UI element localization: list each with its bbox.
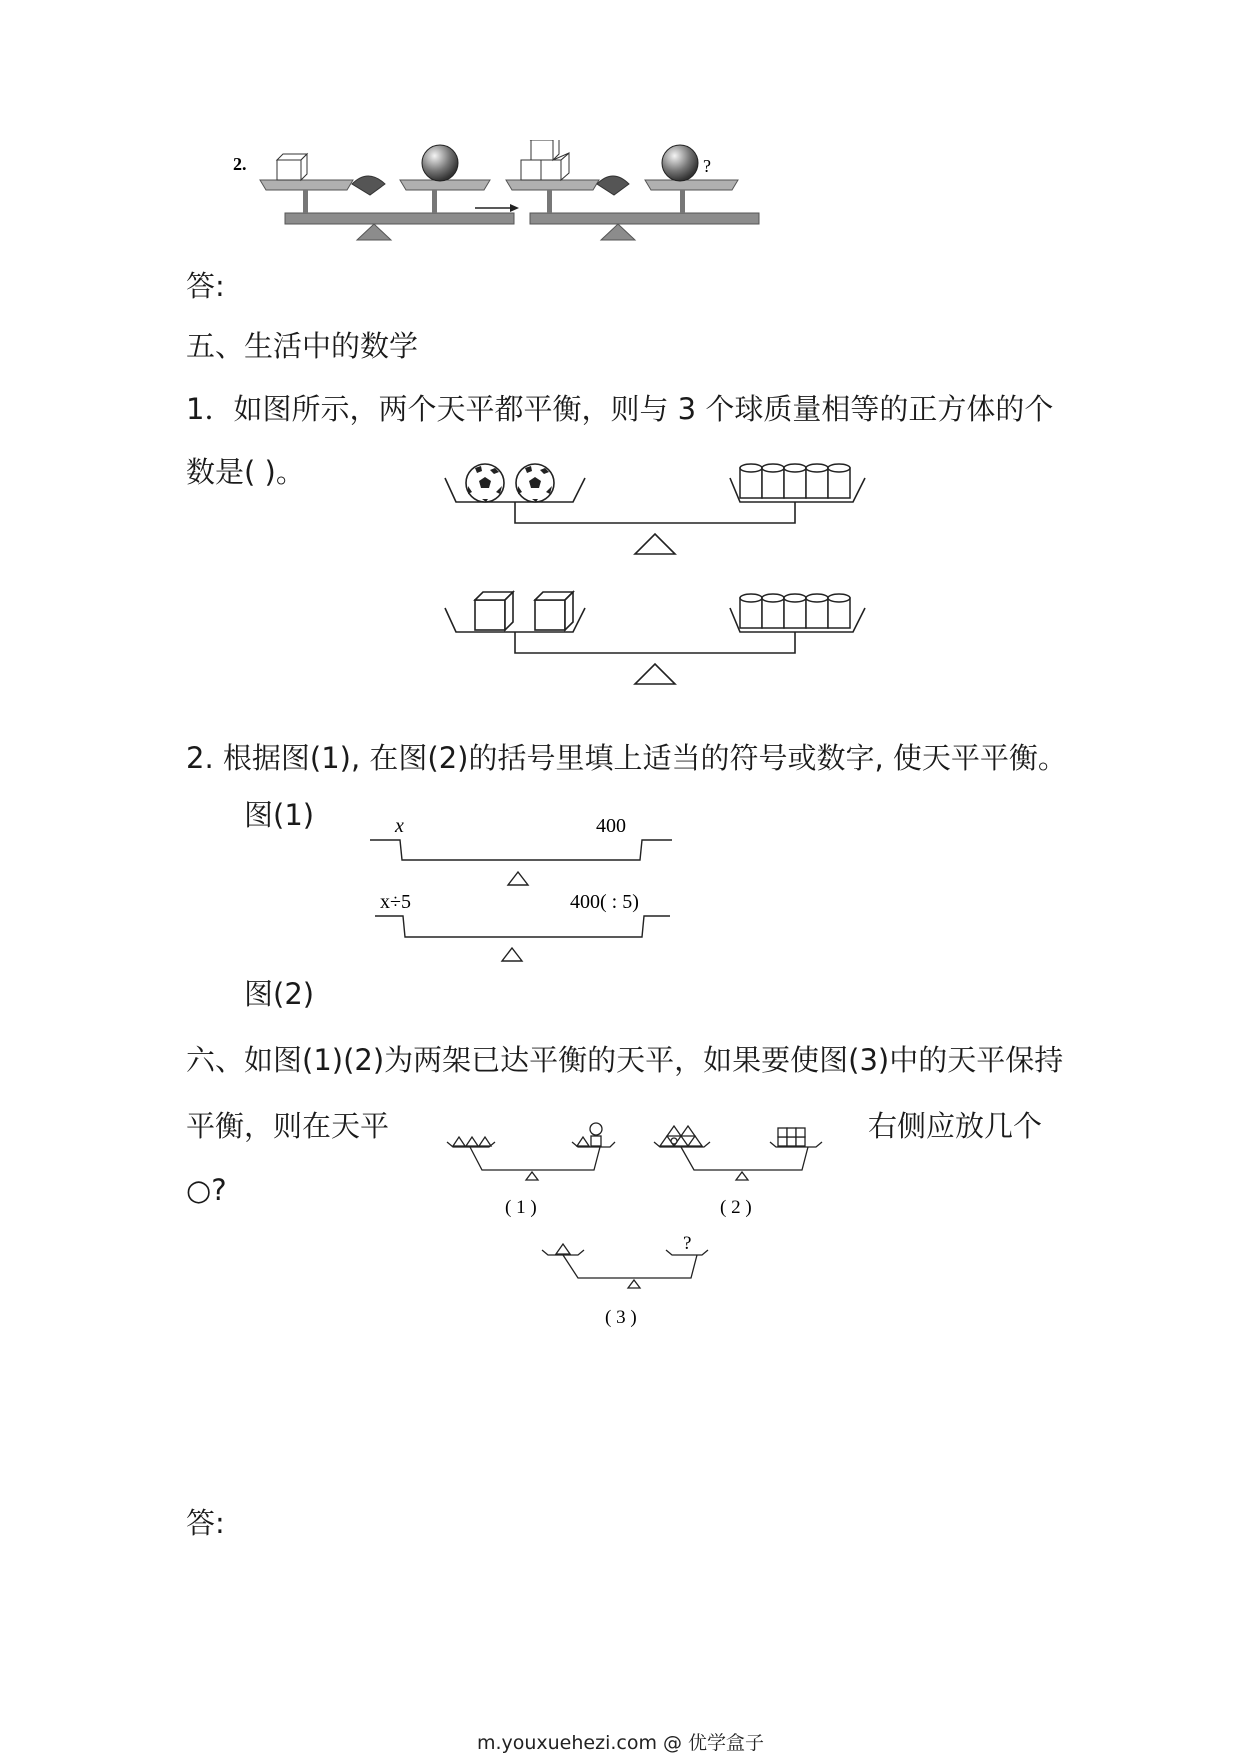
soccer-ball-icon [466,464,504,502]
fig2-left-label: x÷5 [380,891,411,913]
cube-icon [535,592,573,630]
balance-cubes [445,592,865,684]
question-text: 1．如图所示，两个天平都平衡，则与 3 个球质量相等的正方体的个 [186,392,1054,426]
cylinders-icon [740,594,850,628]
question-text: 2. 根据图(1), 在图(2)的括号里填上适当的符号或数字, 使天平平衡。 [186,741,1067,775]
triangle-icon [453,1137,465,1146]
balance-label: ( 3 ) [605,1307,637,1328]
question-mark: ? [703,156,711,176]
pointer-icon [597,176,629,195]
cube-icon [277,154,307,180]
three-cubes-icon [521,140,569,180]
square-icon [778,1137,787,1146]
triangle-icon [479,1137,491,1146]
problem-number: 2. [233,154,247,174]
footer-watermark: m.youxuehezi.com @ 优学盒子 [476,1732,765,1754]
circle-icon [590,1123,602,1135]
fig2-right-label: 400( : 5) [570,891,639,913]
equation-balance [370,815,680,975]
shapes-balances [445,1110,845,1340]
figure-label: 图(1) [244,798,315,832]
triangle-icon [681,1126,695,1136]
scale-figure-problem2 [225,140,845,260]
question-mark: ? [683,1233,692,1254]
circle-icon [671,1138,677,1144]
pointer-icon [352,176,385,195]
balance-left [260,145,514,240]
ball-icon [662,145,698,181]
balls-cylinders-balance [440,450,880,690]
soccer-ball-icon [516,464,554,502]
square-icon [591,1136,601,1146]
fig1-right-label: 400 [596,815,626,837]
section-title: 五、生活中的数学 [186,329,419,363]
answer-label: 答: [186,269,225,303]
question-text: 数是( )。 [186,455,305,489]
cube-icon [475,592,513,630]
answer-label: 答: [186,1506,225,1540]
balance-balls [445,464,865,554]
square-icon [787,1137,796,1146]
fig1-left-label: x [395,815,404,837]
cylinders-icon [740,464,850,498]
question-text: ○? [186,1173,227,1207]
figure-label: 图(2) [244,977,315,1011]
square-icon [796,1128,805,1137]
square-icon [796,1137,805,1146]
balance-2 [654,1126,822,1180]
triangle-icon [577,1137,589,1146]
balance-right [506,140,759,240]
balance-1 [447,1123,615,1180]
square-icon [778,1128,787,1137]
square-icon [787,1128,796,1137]
question-text: 右侧应放几个 [868,1109,1043,1143]
balance-label: ( 1 ) [505,1197,537,1218]
balance-label: ( 2 ) [720,1197,752,1218]
triangle-icon [667,1126,681,1136]
ball-icon [422,145,458,181]
triangle-icon [556,1244,570,1254]
question-text: 六、如图(1)(2)为两架已达平衡的天平，如果要使图(3)中的天平保持 [186,1043,1064,1077]
triangle-icon [466,1137,478,1146]
question-text: 平衡，则在天平 [186,1109,390,1143]
triangle-icon [688,1136,702,1146]
